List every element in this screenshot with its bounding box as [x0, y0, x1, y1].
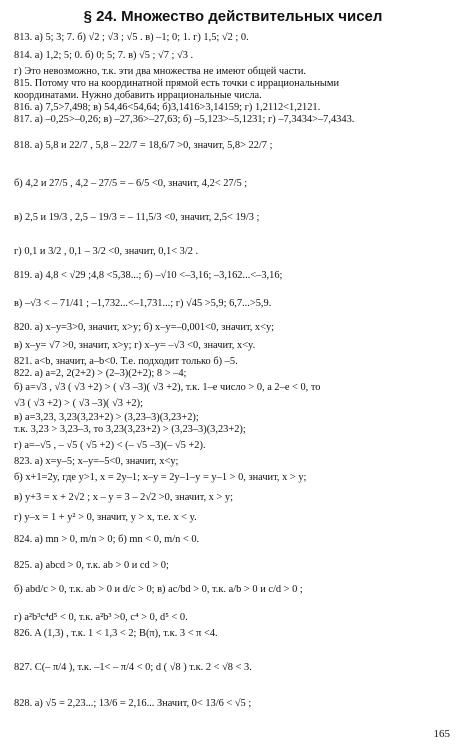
text-line: √3 ( √3 +2) > ( √3 –3)( √3 +2);	[14, 398, 143, 409]
text-line: 828. а) √5 = 2,23...; 13/6 = 2,16... Значит, 0< 13/6 < √5 ;	[14, 698, 252, 709]
text-line: в) y+3 = x + 2√2 ; x – y = 3 – 2√2 >0, значит, x > y;	[14, 492, 233, 503]
text-line: в) x–y= √7 >0, значит, x>y; г) x–y= –√3 <0, значит, x<y.	[14, 340, 256, 351]
text-line: г) a=–√5 , – √5 ( √5 +2) < (– √5 –3)(– √5 +2).	[14, 440, 206, 451]
text-line: г) y–x = 1 + y² > 0, значит, y > x, т.е. x < y.	[14, 512, 197, 523]
text-line: координатами. Нужно добавить иррациональные числа.	[14, 90, 262, 101]
text-line: 822. а) a=2, 2(2+2) > (2–3)(2+2); 8 > –4;	[14, 368, 187, 379]
text-line: б) x+1=2y, где y>1, x = 2y–1; x–y = 2y–1–y = y–1 > 0, значит, x > y;	[14, 472, 307, 483]
text-line: 826. A (1,3) , т.к. 1 < 1,3 < 2; B(π), т.к. 3 < π <4.	[14, 628, 218, 639]
text-line: г) a²b³c⁴d⁵ < 0, т.к. a²b³ >0, c⁴ > 0, d⁵ < 0.	[14, 612, 188, 623]
text-line: б) abd/c > 0, т.к. ab > 0 и d/c > 0; в) ac/bd > 0, т.к. a/b > 0 и c/d > 0 ;	[14, 584, 303, 595]
section-title: § 24. Множество действительных чисел	[83, 8, 383, 25]
page-number: 165	[433, 728, 450, 740]
text-line: 823. а) x=y–5; x–y=–5<0, значит, x<y;	[14, 456, 179, 467]
text-line: 825. а) abcd > 0, т.к. ab > 0 и cd > 0;	[14, 560, 169, 571]
text-line: 827. C(– π/4 ), т.к. –1< – π/4 < 0; d ( √8 ) т.к. 2 < √8 < 3.	[14, 662, 252, 673]
text-line: т.к. 3,23 > 3,23–3, то 3,23(3,23+2) > (3,23–3)(3,23+2);	[14, 424, 246, 435]
text-line: 821. a<b, значит, a–b<0. Т.е. подходит только б) –5.	[14, 356, 238, 367]
text-line: б) 4,2 и 27/5 , 4,2 – 27/5 = – 6/5 <0, значит, 4,2< 27/5 ;	[14, 178, 248, 189]
text-line: 813. а) 5; 3; 7. б) √2 ; √3 ; √5 . в) –1; 0; 1. г) 1,5; √2 ; 0.	[14, 32, 249, 43]
text-line: 817. а) –0,25>–0,26; в) –27,36>–27,63; б) –5,123>–5,1231; г) –7,3434>–7,4343.	[14, 114, 355, 125]
text-line: в) 2,5 и 19/3 , 2,5 – 19/3 = – 11,5/3 <0, значит, 2,5< 19/3 ;	[14, 212, 260, 223]
text-line: 815. Потому что на координатной прямой есть точки с иррациональными	[14, 78, 340, 89]
text-line: 818. а) 5,8 и 22/7 , 5,8 – 22/7 = 18,6/7 >0, значит, 5,8> 22/7 ;	[14, 140, 273, 151]
text-line: 816. а) 7,5>7,498; в) 54,46<54,64; б)3,1416>3,14159; г) 1,2112<1,2121.	[14, 102, 321, 113]
text-line: б) a=√3 , √3 ( √3 +2) > ( √3 –3)( √3 +2), т.к. 1–е число > 0, а 2–е < 0, то	[14, 382, 321, 393]
text-line: г) 0,1 и 3/2 , 0,1 – 3/2 <0, значит, 0,1< 3/2 .	[14, 246, 199, 257]
text-line: г) Это невозможно, т.к. эти два множества не имеют общей части.	[14, 66, 307, 77]
text-line: в) a=3,23, 3,23(3,23+2) > (3,23–3)(3,23+2);	[14, 412, 199, 423]
text-line: 814. а) 1,2; 5; 0. б) 0; 5; 7. в) √5 ; √7 ; √3 .	[14, 50, 194, 61]
text-line: 820. а) x–y=3>0, значит, x>y; б) x–y=–0,001<0, значит, x<y;	[14, 322, 275, 333]
text-line: 819. а) 4,8 < √29 ;4,8 <5,38...; б) –√10 <–3,16; –3,162...<–3,16;	[14, 270, 283, 281]
text-line: 824. а) mn > 0, m/n > 0; б) mn < 0, m/n < 0.	[14, 534, 200, 545]
text-line: в) –√3 < – 71/41 ; –1,732...<–1,731...; г) √45 >5,9; 6,7...>5,9.	[14, 298, 272, 309]
